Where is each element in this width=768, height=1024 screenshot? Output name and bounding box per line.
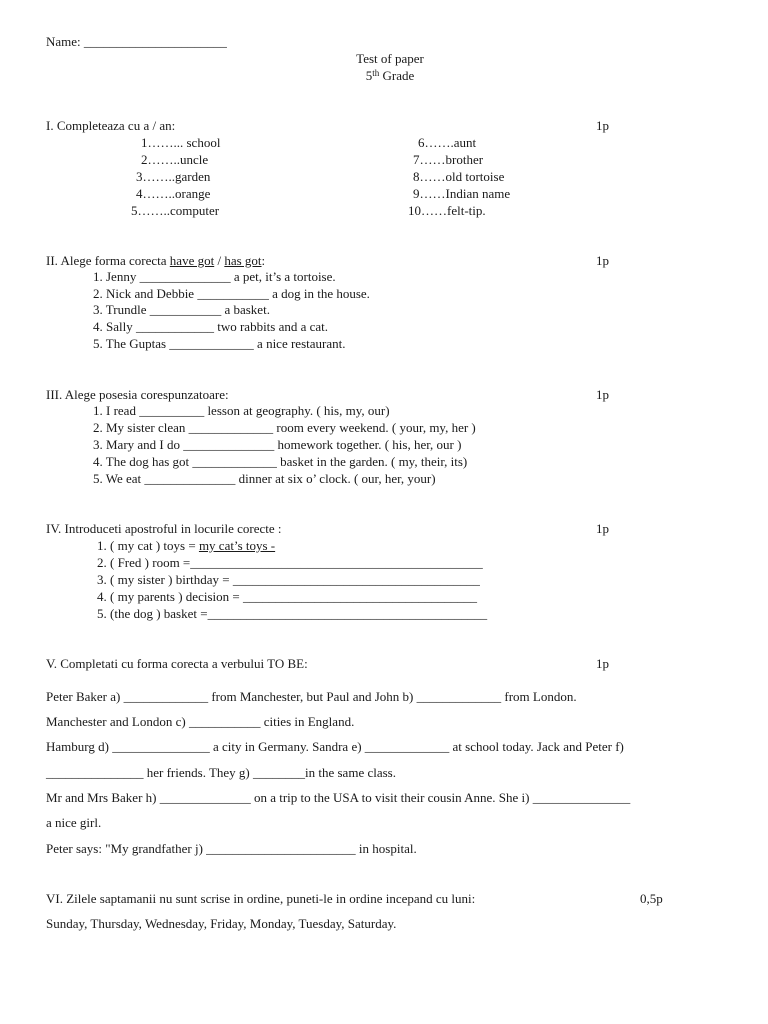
- section-5-points: 1p: [596, 656, 609, 671]
- section-1-item: 2……..uncle: [141, 152, 209, 167]
- section-5-text-line: Hamburg d) _______________ a city in Germany. Sandra e) _____________ at school today. Jack and Peter f): [46, 739, 624, 754]
- section-3-title: III. Alege posesia corespunzatoare:: [46, 387, 229, 402]
- grade-superscript: th: [372, 68, 380, 78]
- section-3-item: 1. I read __________ lesson at geography. ( his, my, our): [93, 403, 390, 418]
- section-5-text-line: Peter Baker a) _____________ from Manchester, but Paul and John b) _____________ from London.: [46, 689, 577, 704]
- section-5-text-line: Mr and Mrs Baker h) ______________ on a trip to the USA to visit their cousin Anne. She i) _______________: [46, 790, 631, 805]
- section-6-points: 0,5p: [640, 891, 663, 906]
- section-2-title-colon: :: [261, 253, 266, 268]
- section-1-item: 8……old tortoise: [413, 169, 505, 184]
- section-4-item: 3. ( my sister ) birthday = ______________________________________: [97, 572, 480, 587]
- section-2-item: 3. Trundle ___________ a basket.: [93, 302, 270, 317]
- name-field-line: Name: ______________________: [46, 34, 227, 49]
- section-3-item: 4. The dog has got _____________ basket in the garden. ( my, their, its): [93, 454, 468, 469]
- section-1-item: 6…….aunt: [418, 135, 477, 150]
- section-3-points: 1p: [596, 387, 609, 402]
- section-1-item: 9……Indian name: [413, 186, 511, 201]
- section-2-title: [46, 253, 265, 269]
- section-2-item: 2. Nick and Debbie ___________ a dog in the house.: [93, 286, 370, 301]
- section-5-text-line: Manchester and London c) ___________ cities in England.: [46, 714, 355, 729]
- section-3-item: 3. Mary and I do ______________ homework together. ( his, her, our ): [93, 437, 462, 452]
- section-1-item: 5……..computer: [131, 203, 220, 218]
- section-5-title: V. Completati cu forma corecta a verbului TO BE:: [46, 656, 308, 671]
- section-4-example: [97, 538, 275, 554]
- grade-word: Grade: [379, 68, 415, 83]
- section-3-item: 5. We eat ______________ dinner at six o’ clock. ( our, her, your): [93, 471, 436, 486]
- section-1-title: I. Completeaza cu a / an:: [46, 118, 176, 133]
- section-4-item: 4. ( my parents ) decision = ____________________________________: [97, 589, 477, 604]
- section-1-item: 7……brother: [413, 152, 484, 167]
- section-2-item: 1. Jenny ______________ a pet, it’s a tortoise.: [93, 269, 336, 284]
- section-2-title-text: II. Alege forma corecta: [46, 253, 170, 268]
- section-1-item: 3……..garden: [136, 169, 211, 184]
- section-6-title: VI. Zilele saptamanii nu sunt scrise in ordine, puneti-le in ordine incepand cu luni:: [46, 891, 476, 906]
- section-5-text-line: _______________ her friends. They g) ________in the same class.: [46, 765, 396, 780]
- section-4-example-prompt: 1. ( my cat ) toys =: [97, 538, 199, 553]
- test-title: Test of paper: [356, 51, 424, 66]
- section-3-item: 2. My sister clean _____________ room every weekend. ( your, my, her ): [93, 420, 476, 435]
- section-1-item: 4……..orange: [136, 186, 211, 201]
- section-1-item: 1……... school: [141, 135, 221, 150]
- section-4-item: 2. ( Fred ) room =_____________________________________________: [97, 555, 483, 570]
- section-5-text-line: a nice girl.: [46, 815, 102, 830]
- section-6-days: Sunday, Thursday, Wednesday, Friday, Monday, Tuesday, Saturday.: [46, 916, 397, 931]
- section-4-item: 5. (the dog ) basket =___________________________________________: [97, 606, 488, 621]
- section-2-item: 4. Sally ____________ two rabbits and a cat.: [93, 319, 329, 334]
- section-2-item: 5. The Guptas _____________ a nice restaurant.: [93, 336, 346, 351]
- option-separator: /: [214, 253, 225, 268]
- section-5-text-line: Peter says: "My grandfather j) _______________________ in hospital.: [46, 841, 417, 856]
- option-has-got: has got: [224, 253, 262, 268]
- section-4-title: IV. Introduceti apostroful in locurile corecte :: [46, 521, 282, 536]
- grade-label: [290, 68, 490, 84]
- section-1-points: 1p: [596, 118, 609, 133]
- section-4-example-answer: my cat’s toys -: [198, 538, 276, 553]
- section-1-item: 10……felt-tip.: [408, 203, 486, 218]
- section-2-points: 1p: [596, 253, 609, 268]
- section-4-points: 1p: [596, 521, 609, 536]
- grade-number: 5: [365, 68, 373, 83]
- option-have-got: have got: [169, 253, 215, 268]
